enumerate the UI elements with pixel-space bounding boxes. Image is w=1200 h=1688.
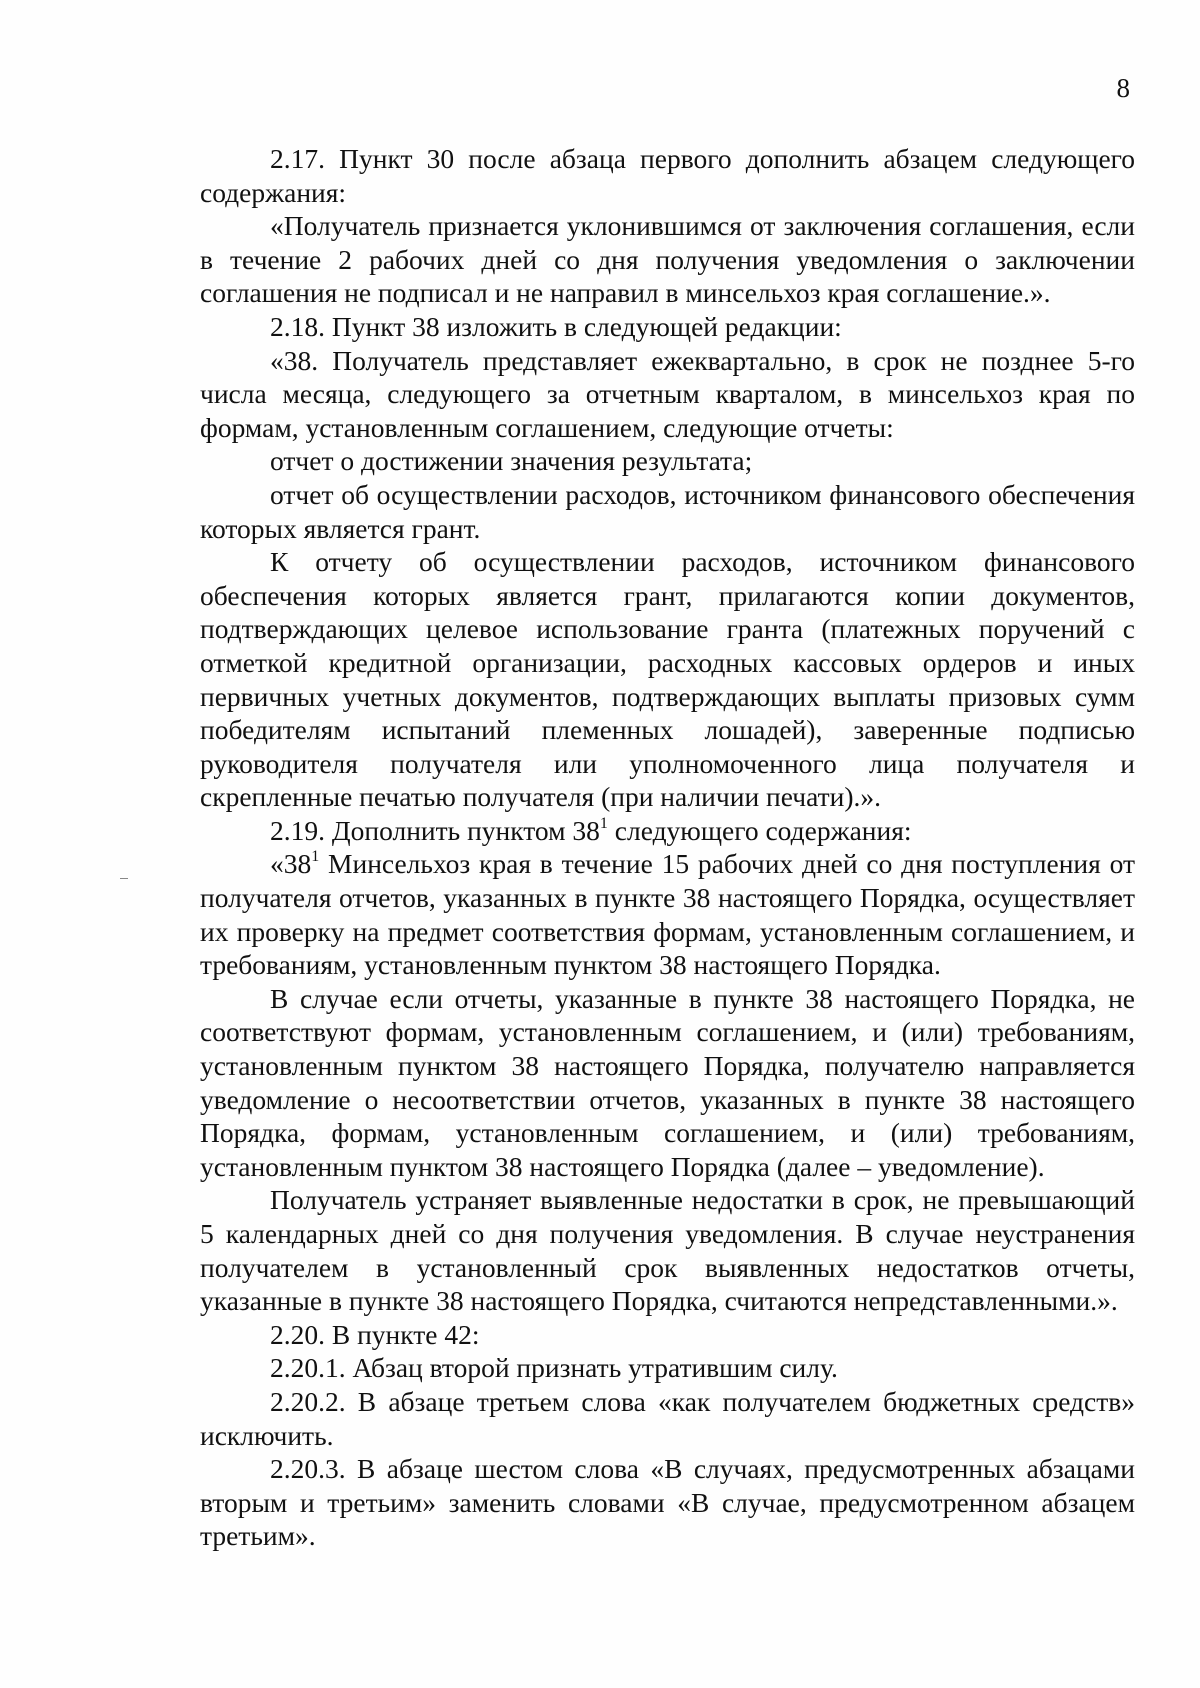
paragraph-report-expenses: отчет об осуществлении расходов, источником финансового обеспечения которых является грант. [200,478,1135,544]
paragraph-2-20: 2.20. В пункте 42: [270,1318,480,1350]
paragraph-2-19-text-end: следующего содержания: [607,814,912,846]
superscript: 1 [599,814,608,832]
paragraph-quote-refusal: «Получатель признается уклонившимся от заключения соглашения, если в течение 2 рабочих дней со дня получения уведомления о заключении соглашения не подписал и не направил в минсельхоз края соглашение.». [200,210,1135,309]
paragraph-2-19-text: 2.19. Дополнить пунктом 38 [270,814,600,846]
paragraph-2-20-1: 2.20.1. Абзац второй признать утратившим силу. [270,1352,838,1384]
document-body [200,142,1135,1553]
paragraph-report-result: отчет о достижении значения результата; [270,445,753,477]
page-number: 8 [1116,73,1130,103]
paragraph-2-18: 2.18. Пункт 38 изложить в следующей редакции: [270,310,842,342]
paragraph-quote-38: «38. Получатель представляет ежеквартально, в срок не позднее 5-го числа месяца, следующего за отчетным кварталом, в минсельхоз края по формам, установленным соглашением, следующие отчеты: [200,344,1135,443]
paragraph-2-19 [200,814,1135,848]
paragraph-remedy: Получатель устраняет выявленные недостатки в срок, не превышающий 5 календарных дней со дня получения уведомления. В случае неустранения получателем в установленный срок выявленных недостатков отчеты, указанные в пункте 38 настоящего Порядка, считаются непредставленными.». [200,1184,1135,1317]
paragraph-2-20-3: 2.20.3. В абзаце шестом слова «В случаях, предусмотренных абзацами вторым и третьим» заменить словами «В случае, предусмотренном абзацем третьим». [200,1453,1135,1552]
paragraph-38-1-start: «38 [270,848,312,880]
paragraph-attachments: К отчету об осуществлении расходов, источником финансового обеспечения которых является грант, прилагаются копии документов, подтверждающих целевое использование гранта (платежных поручений с отметкой кредитной организации, расходных кассовых ордеров и иных первичных учетных документов, подтверждающих выплаты призовых сумм победителям испытаний племенных лошадей), заверенные подписью руководителя получателя или уполномоченного лица получателя и скрепленные печатью получателя (при наличии печати).». [200,546,1135,813]
scan-speck [120,878,128,879]
paragraph-noncompliance: В случае если отчеты, указанные в пункте 38 настоящего Порядка, не соответствуют формам, установленным соглашением, и (или) требованиям, установленным пунктом 38 настоящего Порядка, получателю направляется уведомление о несоответствии отчетов, указанных в пункте 38 настоящего Порядка, формам, установленным соглашением, и (или) требованиям, установленным пунктом 38 настоящего Порядка (далее – уведомление). [200,982,1135,1182]
paragraph-2-20-2: 2.20.2. В абзаце третьем слова «как получателем бюджетных средств» исключить. [200,1385,1135,1451]
paragraph-quote-38-1 [200,847,1135,981]
superscript: 1 [311,848,320,866]
paragraph-38-1-text: Минсельхоз края в течение 15 рабочих дней со дня поступления от получателя отчетов, указанных в пункте 38 настоящего Порядка, осуществляет их проверку на предмет соответствия формам, установленным соглашением, и требованиям, установленным пунктом 38 настоящего Порядка. [200,848,1135,981]
paragraph-2-17: 2.17. Пункт 30 после абзаца первого дополнить абзацем следующего содержания: [200,143,1135,208]
